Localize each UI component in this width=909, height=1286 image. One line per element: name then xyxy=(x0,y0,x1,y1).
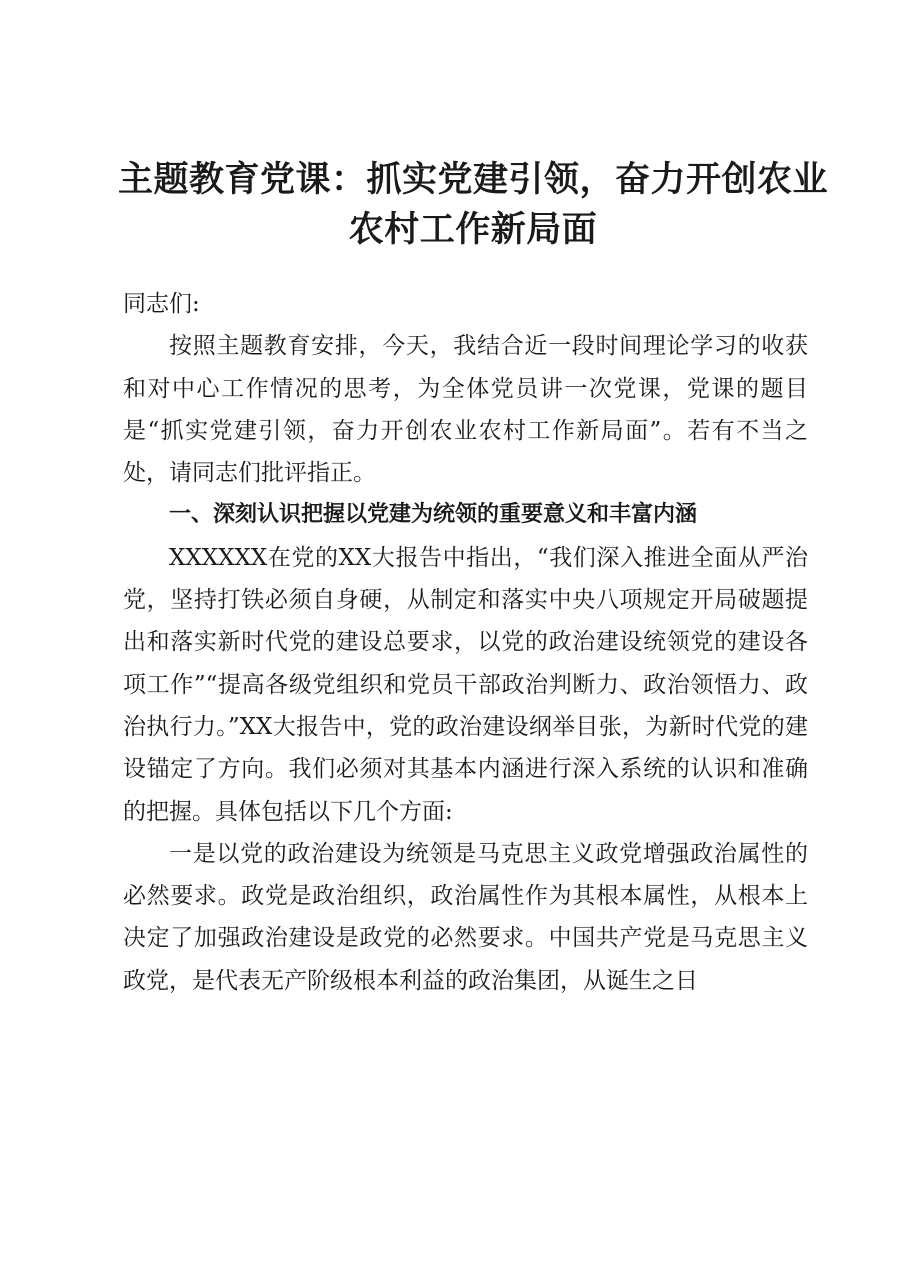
section-paragraph-1: XXXXXX在党的XX大报告中指出，“我们深入推进全面从严治党，坚持打铁必须自身硬，从制定和落实中央八项规定开局破题提出和落实新时代党的建设总要求，以党的政治建设统领党的建设各项工作”“提高各级党组织和党员干部政治判断力、政治领悟力、政治执行力。”XX大报告中，党的政治建设纲举目张，为新时代党的建设锚定了方向。我们必须对其基本内涵进行深入系统的认识和准确的把握。具体包括以下几个方面: xyxy=(123,544,808,825)
section-paragraph-2: 一是以党的政治建设为统领是马克思主义政党增强政治属性的必然要求。政党是政治组织，政治属性作为其根本属性，从根本上决定了加强政治建设是政党的必然要求。中国共产党是马克思主义政党，是代表无产阶级根本利益的政治集团，从诞生之日 xyxy=(123,840,808,994)
document-title: 主题教育党课：抓实党建引领，奋力开创农业农村工作新局面 xyxy=(118,159,829,250)
section-heading: 一、深刻认识把握以党建为统领的重要意义和丰富内涵 xyxy=(169,502,698,528)
intro-paragraph: 按照主题教育安排，今天，我结合近一段时间理论学习的收获和对中心工作情况的思考，为全体党员讲一次党课，党课的题目是“抓实党建引领，奋力开创农业农村工作新局面”。若有不当之处，请同志们批评指正。 xyxy=(123,333,808,487)
salutation: 同志们: xyxy=(123,291,200,317)
document-body xyxy=(123,283,808,1002)
